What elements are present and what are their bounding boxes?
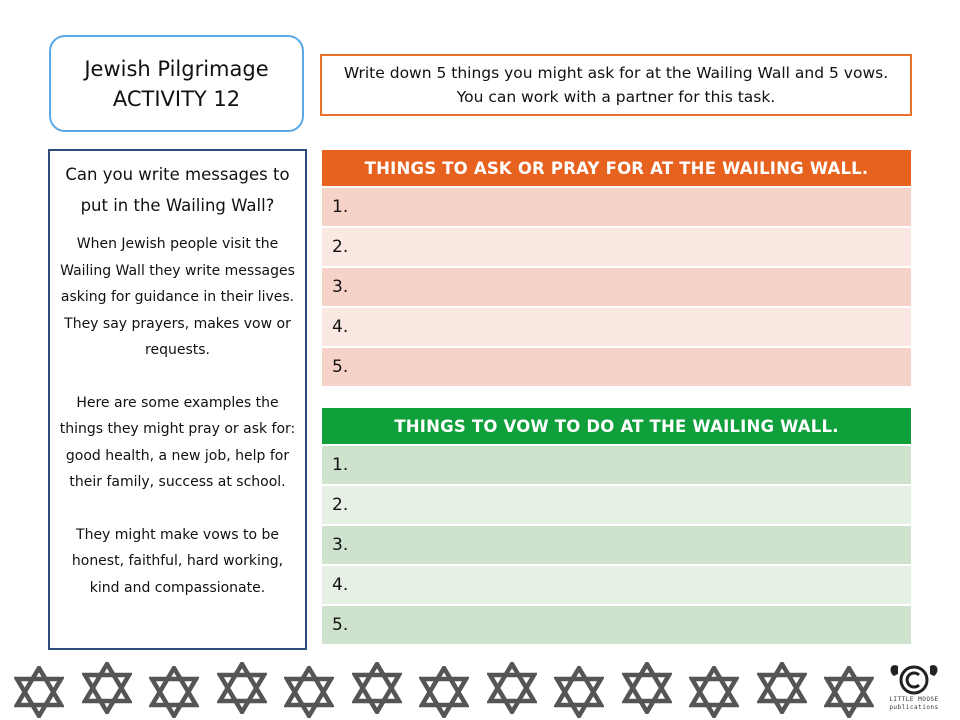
info-lead: Can you write messages to put in the Wailing Wall? [65,165,290,215]
ask-row-3[interactable]: 3. [322,266,911,306]
vow-row-3[interactable]: 3. [322,524,911,564]
info-panel [48,149,307,650]
logo-line-2: publications [889,704,939,711]
vow-row-5[interactable]: 5. [322,604,911,644]
star-border [14,660,884,716]
ask-table-header: THINGS TO ASK OR PRAY FOR AT THE WAILING WALL. [322,150,911,186]
title-box [49,35,304,132]
vow-row-1[interactable]: 1. [322,444,911,484]
star-of-david-icon [689,666,739,718]
instruction-box [320,54,912,116]
star-of-david-icon [14,666,64,718]
info-paragraph-3: They might make vows to be honest, faithful, hard working, kind and compassionate. [71,526,284,596]
star-of-david-icon [487,662,537,714]
logo-text [872,696,956,712]
star-of-david-icon [757,662,807,714]
star-of-david-icon [284,666,334,718]
ask-row-1[interactable]: 1. [322,186,911,226]
info-paragraph-2: Here are some examples the things they might pray or ask for: good health, a new job, help for their family, success at school. [59,394,296,490]
star-of-david-icon [352,662,402,714]
logo-line-1: LITTLE MOOSE [889,696,939,703]
vow-table-header: THINGS TO VOW TO DO AT THE WAILING WALL. [322,408,911,444]
instruction-text: Write down 5 things you might ask for at the Wailing Wall and 5 vows. You can work with a partner for this task. [343,64,889,106]
ask-row-5[interactable]: 5. [322,346,911,386]
ask-table [322,150,911,386]
star-of-david-icon [622,662,672,714]
star-of-david-icon [419,666,469,718]
title-line-2: ACTIVITY 12 [112,86,241,111]
ask-row-4[interactable]: 4. [322,306,911,346]
vow-table [322,408,911,644]
vow-row-2[interactable]: 2. [322,484,911,524]
vow-row-4[interactable]: 4. [322,564,911,604]
star-of-david-icon [217,662,267,714]
star-of-david-icon [824,666,874,718]
star-of-david-icon [82,662,132,714]
star-of-david-icon [554,666,604,718]
title-line-1: Jewish Pilgrimage [84,56,269,81]
info-paragraph-1: When Jewish people visit the Wailing Wall they write messages asking for guidance in their lives. They say prayers, makes vow or requests. [60,236,295,358]
star-of-david-icon [149,666,199,718]
ask-row-2[interactable]: 2. [322,226,911,266]
